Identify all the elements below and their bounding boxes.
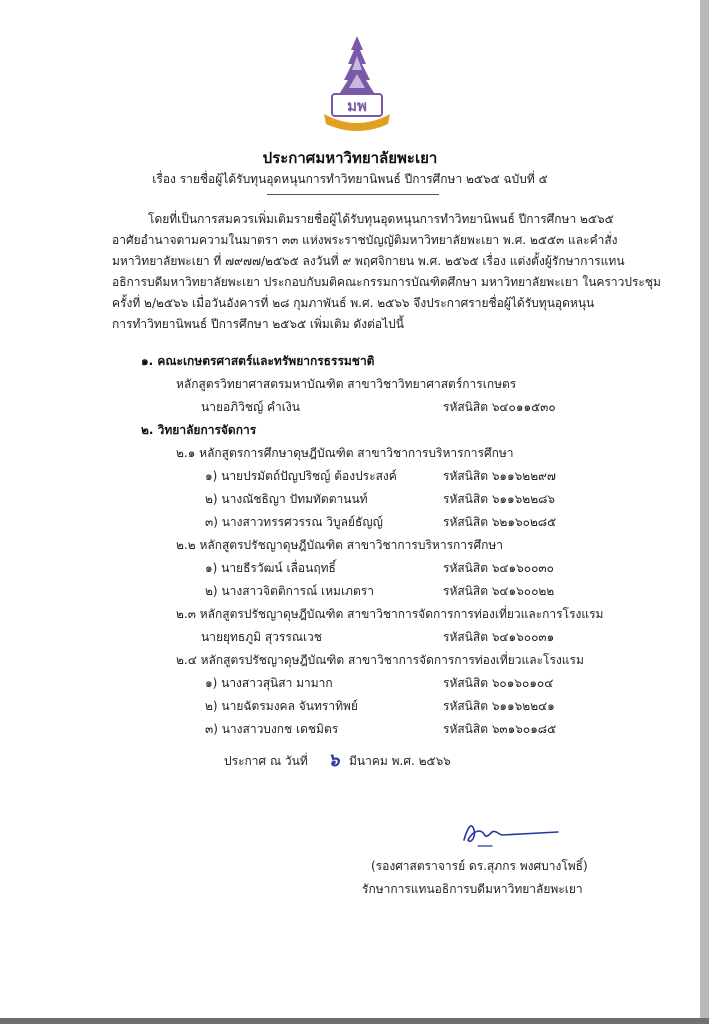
preamble-line: โดยที่เป็นการสมควรเพิ่มเติมรายชื่อผู้ได้รับทุนอุดหนุนการทำวิทยานิพนธ์ ปีการศึกษา ๒๕๖๕ — [148, 212, 614, 226]
document-title: ประกาศมหาวิทยาลัยพะเยา — [262, 149, 438, 167]
announce-day-handwritten: ๖ — [328, 750, 340, 771]
preamble-line: ครั้งที่ ๒/๒๕๖๖ เมื่อวันอังคารที่ ๒๘ กุมภาพันธ์ พ.ศ. ๒๕๖๖ จึงประกาศรายชื่อผู้ได้รับทุนอุดหนุน — [112, 296, 595, 310]
signer-position: รักษาการแทนอธิการบดีมหาวิทยาลัยพะเยา — [362, 882, 583, 896]
signer-name: (รองศาสตราจารย์ ดร.สุภกร พงศบางโพธิ์) — [371, 859, 588, 873]
student-code: รหัสนิสิต ๖๑๑๖๒๒๔๑ — [443, 699, 555, 713]
student-code: รหัสนิสิต ๖๔๐๑๑๕๓๐ — [443, 400, 556, 414]
page-edge-shadow — [700, 0, 709, 1024]
student-code: รหัสนิสิต ๖๔๑๖๐๐๒๒ — [443, 584, 555, 598]
student-name: ๑) นายธีรวัฒน์ เลื่อนฤทธิ์ — [205, 561, 336, 575]
student-name: ๒) นางสาวจิตติการณ์ เหมเภตรา — [205, 584, 374, 598]
university-logo — [318, 34, 396, 132]
program-name: ๒.๒ หลักสูตรปรัชญาดุษฎีบัณฑิต สาขาวิชาการบริหารการศึกษา — [176, 538, 503, 552]
program-name: ๒.๔ หลักสูตรปรัชญาดุษฎีบัณฑิต สาขาวิชาการจัดการการท่องเที่ยวและโรงแรม — [176, 653, 584, 667]
student-name: ๓) นางสาวทรรศวรรณ วิบูลย์ธัญญ์ — [205, 515, 383, 529]
announce-date-suffix: มีนาคม พ.ศ. ๒๕๖๖ — [349, 754, 451, 768]
student-code: รหัสนิสิต ๖๑๑๖๒๒๘๖ — [443, 492, 555, 506]
preamble-line: มหาวิทยาลัยพะเยา ที่ ๗๙๗๗/๒๕๖๕ ลงวันที่ ๙ พฤศจิกายน พ.ศ. ๒๕๖๕ เรื่อง แต่งตั้งผู้รักษาการแทน — [112, 254, 625, 268]
student-name: นายยุทธภูมิ สุวรรณเวช — [201, 630, 322, 644]
document-subject: เรื่อง รายชื่อผู้ได้รับทุนอุดหนุนการทำวิทยานิพนธ์ ปีการศึกษา ๒๕๖๕ ฉบับที่ ๕ — [152, 172, 548, 186]
student-name: ๒) นายฉัตรมงคล จันทราทิพย์ — [205, 699, 358, 713]
student-code: รหัสนิสิต ๖๔๑๖๐๐๓๐ — [443, 561, 554, 575]
preamble-line: อาศัยอำนาจตามความในมาตรา ๓๓ แห่งพระราชบัญญัติมหาวิทยาลัยพะเยา พ.ศ. ๒๕๕๓ และคำสั่ง — [112, 233, 618, 247]
program-name: ๒.๑ หลักสูตรการศึกษาดุษฎีบัณฑิต สาขาวิชาการบริหารการศึกษา — [176, 446, 514, 460]
student-code: รหัสนิสิต ๖๓๑๖๐๑๘๕ — [443, 722, 557, 736]
announce-date-prefix: ประกาศ ณ วันที่ — [224, 754, 308, 768]
program-name: ๒.๓ หลักสูตรปรัชญาดุษฎีบัณฑิต สาขาวิชาการจัดการการท่องเที่ยวและการโรงแรม — [176, 607, 604, 621]
student-name: ๓) นางสาวบงกช เดชมิตร — [205, 722, 339, 736]
bottom-edge — [0, 1018, 709, 1024]
student-name: นายอภิวิชญ์ คำเงิน — [201, 400, 300, 414]
preamble-paragraph — [112, 209, 661, 335]
student-code: รหัสนิสิต ๖๑๑๖๒๒๙๗ — [443, 469, 556, 483]
program-name: หลักสูตรวิทยาศาสตรมหาบัณฑิต สาขาวิชาวิทยาศาสตร์การเกษตร — [176, 377, 517, 391]
logo-monogram: มพ — [347, 97, 367, 115]
student-code: รหัสนิสิต ๖๔๑๖๐๐๓๑ — [443, 630, 555, 644]
section-heading: ๑. คณะเกษตรศาสตร์และทรัพยากรธรรมชาติ — [141, 354, 375, 368]
divider — [267, 194, 439, 195]
student-name: ๒) นางณัชธิญา ปัทมทัตตานนท์ — [205, 492, 368, 506]
student-code: รหัสนิสิต ๖๐๑๖๐๑๐๔ — [443, 676, 554, 690]
preamble-line: การทำวิทยานิพนธ์ ปีการศึกษา ๒๕๖๕ เพิ่มเติม ดังต่อไปนี้ — [112, 317, 404, 331]
student-code: รหัสนิสิต ๖๒๑๖๐๒๘๕ — [443, 515, 557, 529]
student-name: ๑) นายปรมัตถ์ปัญปริชญ์ ต้องประสงค์ — [205, 469, 397, 483]
student-name: ๑) นางสาวสุนิสา มามาก — [205, 676, 333, 690]
preamble-line: อธิการบดีมหาวิทยาลัยพะเยา ประกอบกับมติคณะกรรมการบัณฑิตศึกษา มหาวิทยาลัยพะเยา ในคราวประชุม — [112, 275, 661, 289]
handwritten-signature — [458, 816, 562, 850]
section-heading: ๒. วิทยาลัยการจัดการ — [141, 423, 257, 437]
